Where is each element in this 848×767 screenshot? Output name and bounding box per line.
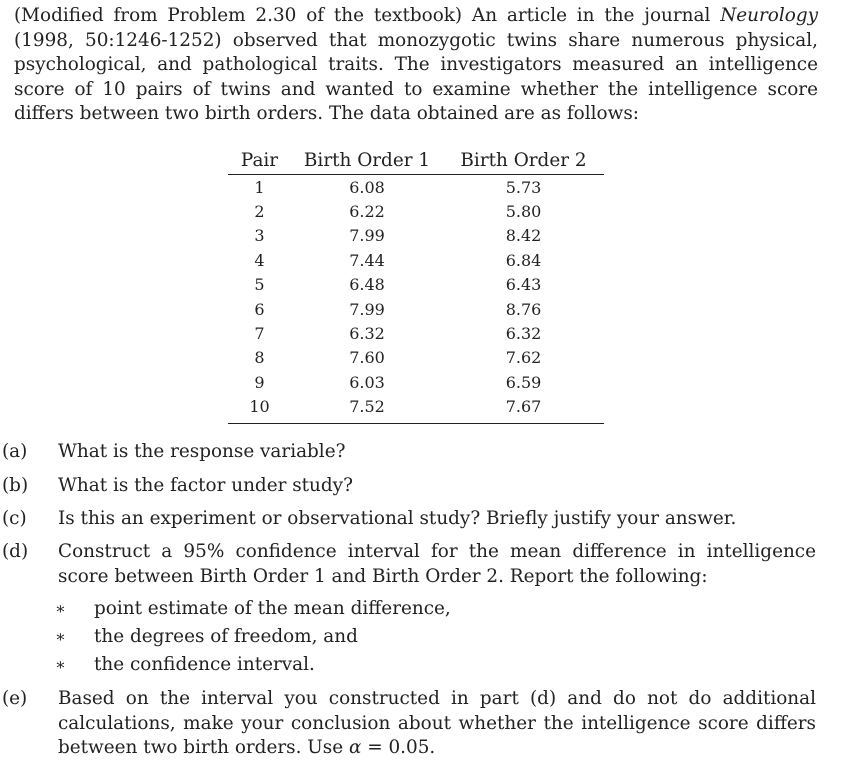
question-d-label: (d) bbox=[2, 541, 29, 562]
question-b-label: (b) bbox=[2, 475, 29, 496]
table-header-row bbox=[228, 146, 604, 175]
question-d-text: Construct a 95% confidence interval for the mean difference in intelligence score between Birth Order 1 and Birth Order 2. Report the following: bbox=[58, 541, 816, 587]
table-row bbox=[228, 273, 604, 297]
cell-birth-order-2: 5.73 bbox=[505, 177, 542, 197]
question-a-text: What is the response variable? bbox=[58, 441, 346, 462]
data-table-container bbox=[228, 146, 604, 424]
cell-birth-order-2: 6.84 bbox=[505, 250, 542, 270]
cell-birth-order-1: 7.99 bbox=[349, 226, 385, 246]
table-row bbox=[228, 321, 604, 345]
cell-birth-order-2: 8.42 bbox=[505, 226, 542, 246]
table-row bbox=[228, 175, 604, 200]
question-c-text: Is this an experiment or observational study? Briefly justify your answer. bbox=[58, 508, 737, 529]
problem-intro bbox=[14, 4, 818, 127]
intro-part2: (1998, 50:1246-1252) observed that monozygotic twins share numerous physical, psychological, and pathological traits. The investigators measured an intelligence score of 10 pairs of twins and wanted to examine whether the intelligence score differs between two birth orders. The data obtained are as follows: bbox=[14, 29, 818, 125]
question-a-label: (a) bbox=[2, 441, 28, 462]
cell-pair: 7 bbox=[254, 324, 265, 344]
cell-pair: 2 bbox=[254, 202, 265, 222]
cell-birth-order-1: 6.03 bbox=[349, 372, 385, 392]
header-birth-order-2: Birth Order 2 bbox=[443, 146, 604, 175]
table-row bbox=[228, 395, 604, 424]
cell-birth-order-1: 6.48 bbox=[349, 275, 385, 295]
cell-pair: 4 bbox=[254, 250, 265, 270]
question-e-body bbox=[58, 687, 816, 761]
question-e-text: Based on the interval you constructed in part (d) and do not do additional calculations, make your conclusion about whether the intelligence score differs between two birth orders. Use bbox=[58, 688, 816, 759]
cell-birth-order-1: 7.52 bbox=[349, 397, 385, 417]
bullet-star-icon: ∗ bbox=[55, 599, 66, 618]
cell-birth-order-1: 6.08 bbox=[349, 177, 385, 197]
cell-pair: 9 bbox=[254, 372, 265, 392]
journal-name: Neurology bbox=[720, 5, 818, 26]
cell-pair: 1 bbox=[254, 177, 265, 197]
table-row bbox=[228, 297, 604, 321]
question-e-alpha-value: = 0.05. bbox=[361, 737, 436, 759]
bullet-text: the confidence interval. bbox=[94, 654, 315, 675]
bullet-text: point estimate of the mean difference, bbox=[94, 598, 451, 619]
cell-birth-order-2: 7.62 bbox=[505, 348, 542, 368]
question-b-text: What is the factor under study? bbox=[58, 475, 353, 496]
alpha-symbol: α bbox=[348, 737, 362, 759]
bullet-star-icon: ∗ bbox=[55, 627, 66, 646]
table-row bbox=[228, 224, 604, 248]
cell-pair: 10 bbox=[249, 397, 270, 417]
question-e-label: (e) bbox=[2, 688, 28, 709]
bullet-text: the degrees of freedom, and bbox=[94, 626, 358, 647]
header-birth-order-1: Birth Order 1 bbox=[291, 146, 443, 175]
cell-birth-order-1: 7.44 bbox=[349, 250, 385, 270]
cell-pair: 5 bbox=[254, 275, 265, 295]
twin-data-table bbox=[228, 146, 604, 424]
intro-part1: (Modified from Problem 2.30 of the textbook) An article in the journal bbox=[14, 5, 721, 26]
cell-birth-order-2: 5.80 bbox=[505, 202, 542, 222]
cell-birth-order-1: 7.60 bbox=[349, 348, 385, 368]
cell-pair: 6 bbox=[254, 299, 265, 319]
cell-birth-order-2: 6.43 bbox=[505, 275, 542, 295]
table-row bbox=[228, 248, 604, 272]
table-row bbox=[228, 370, 604, 394]
cell-birth-order-1: 6.32 bbox=[349, 324, 385, 344]
table-body bbox=[228, 175, 604, 424]
cell-birth-order-1: 7.99 bbox=[349, 299, 385, 319]
table-row bbox=[228, 346, 604, 370]
cell-birth-order-2: 8.76 bbox=[505, 299, 542, 319]
cell-birth-order-2: 6.32 bbox=[505, 324, 542, 344]
bullet-star-icon: ∗ bbox=[55, 655, 66, 674]
cell-birth-order-1: 6.22 bbox=[349, 202, 385, 222]
header-pair: Pair bbox=[228, 146, 291, 175]
cell-birth-order-2: 6.59 bbox=[505, 372, 542, 392]
cell-pair: 3 bbox=[254, 226, 265, 246]
table-row bbox=[228, 199, 604, 223]
question-c-label: (c) bbox=[2, 508, 27, 529]
cell-pair: 8 bbox=[254, 348, 265, 368]
cell-birth-order-2: 7.67 bbox=[505, 397, 542, 417]
